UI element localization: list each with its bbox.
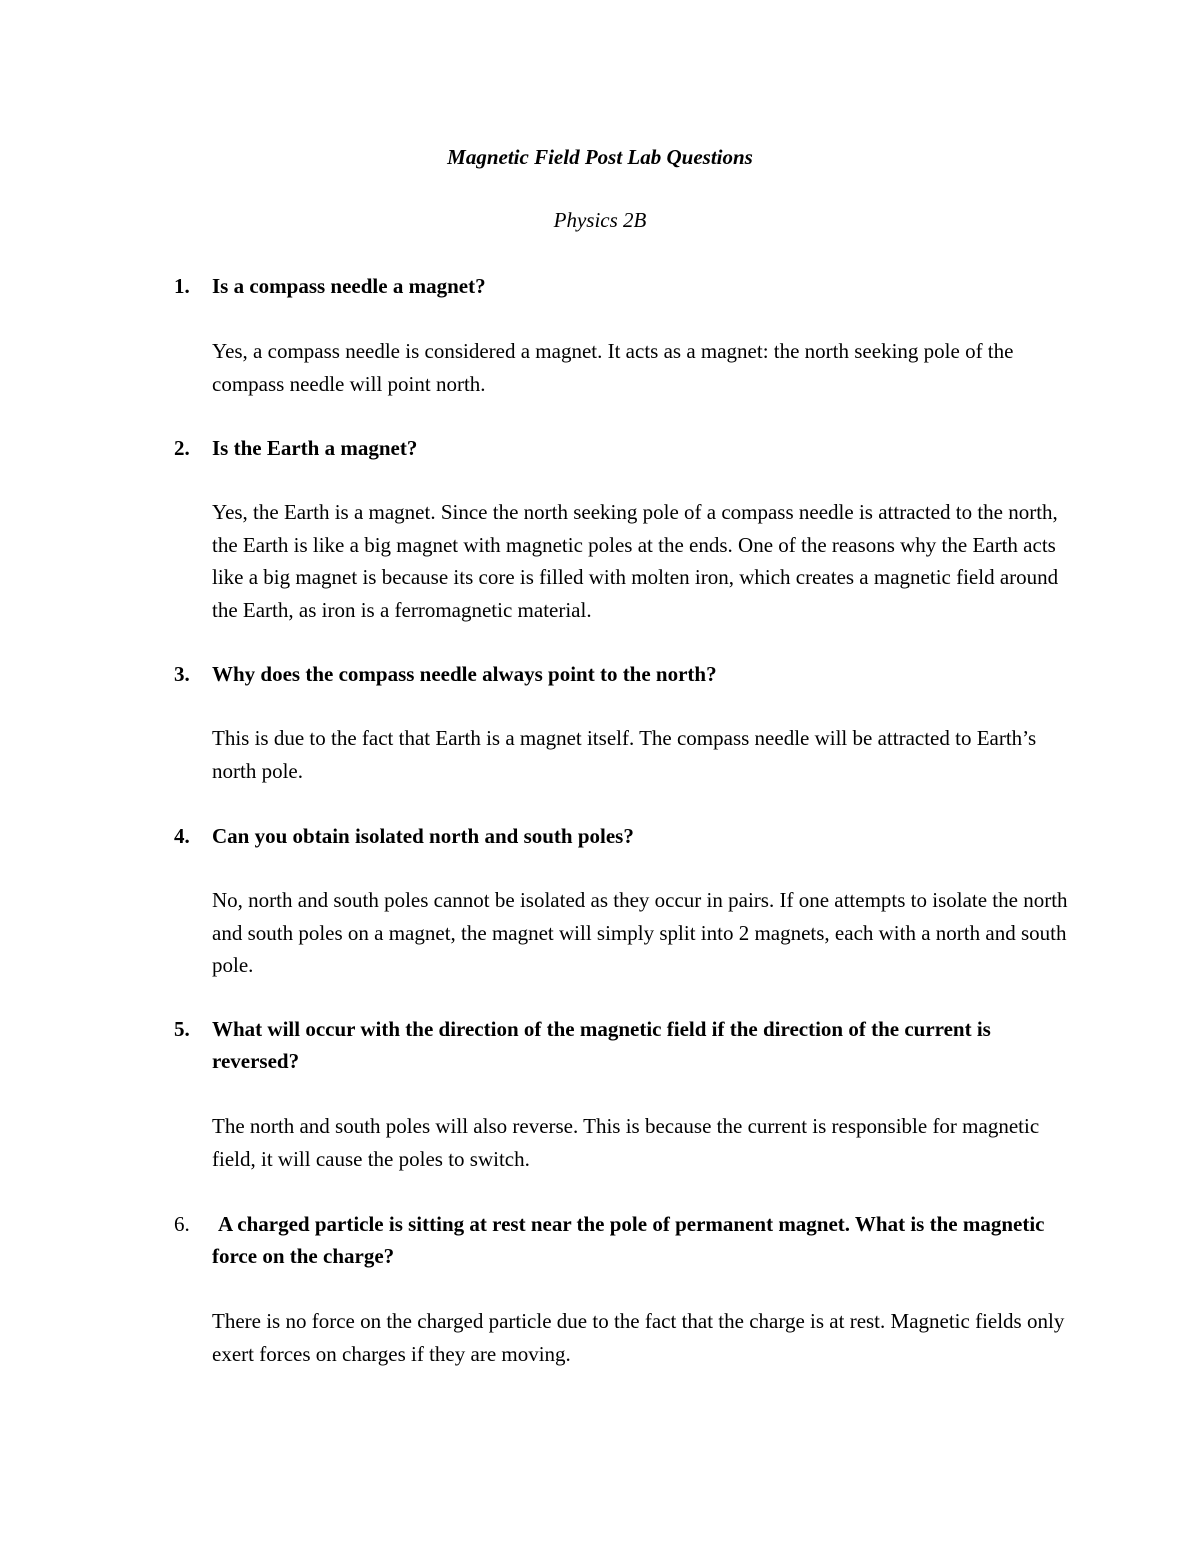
answer-text: Yes, a compass needle is considered a magnet. It acts as a magnet: the north seeking pole of the compass needle will point north.	[212, 339, 1014, 396]
answer-text: The north and south poles will also reverse. This is because the current is responsible for magnetic field, it will cause the poles to switch.	[212, 1114, 1040, 1171]
answer-text: This is due to the fact that Earth is a magnet itself. The compass needle will be attracted to Earth’s north pole.	[212, 726, 1037, 783]
question-text: What will occur with the direction of the magnetic field if the direction of the current is reversed?	[212, 1017, 991, 1073]
question-text: Can you obtain isolated north and south poles?	[212, 824, 634, 848]
question-text: Is the Earth a magnet?	[212, 436, 418, 460]
answer-text: There is no force on the charged particle due to the fact that the charge is at rest. Magnetic fields only exert forces on charges if they are moving.	[212, 1309, 1065, 1366]
document-subtitle: Physics 2B	[553, 208, 647, 232]
document-title: Magnetic Field Post Lab Questions	[447, 145, 753, 169]
question-number: 1.	[174, 274, 190, 298]
answer-text: Yes, the Earth is a magnet. Since the north seeking pole of a compass needle is attracted to the north, the Earth is like a big magnet with magnetic poles at the ends. One of the reasons why the Earth acts like a big magnet is because its core is filled with molten iron, which creates a magnetic field around the Earth, as iron is a ferromagnetic material.	[212, 500, 1059, 622]
question-number: 5.	[174, 1017, 190, 1041]
answer-text: No, north and south poles cannot be isolated as they occur in pairs. If one attempts to isolate the north and south poles on a magnet, the magnet will simply split into 2 magnets, each with a north and south pole.	[212, 888, 1068, 977]
question-number: 3.	[174, 662, 190, 686]
question-text: A charged particle is sitting at rest near the pole of permanent magnet. What is the magnetic force on the charge?	[212, 1212, 1045, 1268]
question-text: Is a compass needle a magnet?	[212, 274, 486, 298]
question-text: Why does the compass needle always point to the north?	[212, 662, 717, 686]
question-number: 4.	[174, 824, 190, 848]
question-number: 2.	[174, 436, 190, 460]
question-number: 6.	[174, 1212, 190, 1236]
